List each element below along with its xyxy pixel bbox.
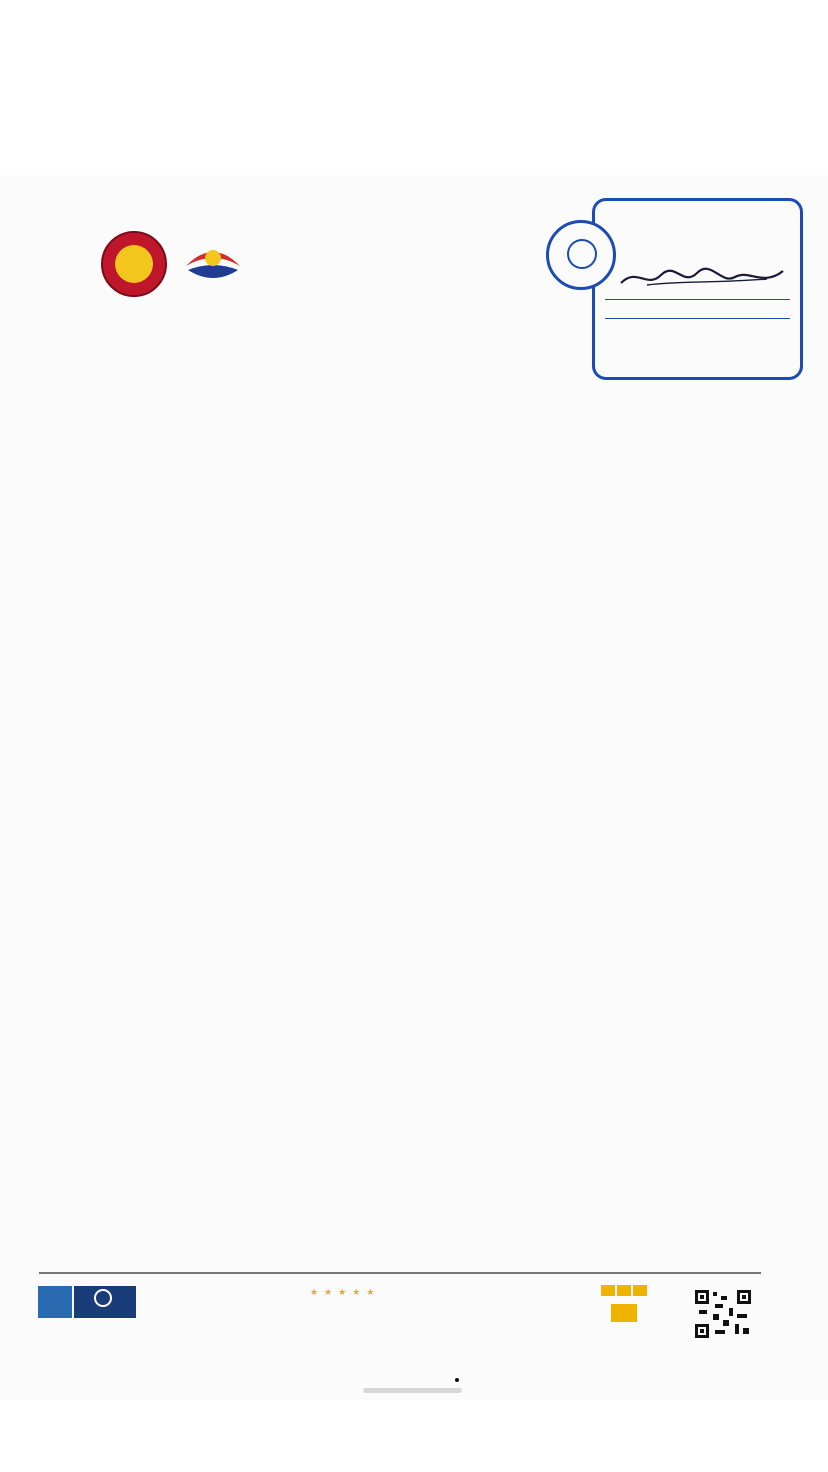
cnu-seal-logo — [101, 231, 167, 297]
qr-code-icon — [695, 1290, 751, 1338]
qs-stars-logo — [597, 1283, 651, 1322]
stamp-rule-1 — [605, 299, 790, 300]
home-indicator — [363, 1388, 462, 1393]
wuri-stars-icon: ★★★★★ — [310, 1287, 381, 1297]
gcl-logo — [38, 1286, 72, 1318]
gcl-standard — [38, 1320, 136, 1326]
stamp-signature — [617, 265, 787, 291]
ukas-crown-icon — [94, 1289, 112, 1307]
bagong-pilipinas-logo — [182, 236, 244, 288]
footer-rule — [39, 1272, 761, 1274]
ched-seal — [546, 220, 616, 290]
ched-noted-stamp — [592, 198, 803, 380]
top-blank-area — [0, 0, 828, 175]
page-dot — [455, 1378, 459, 1382]
bottom-blank-area — [0, 1400, 828, 1472]
stamp-rule-2 — [605, 318, 790, 319]
